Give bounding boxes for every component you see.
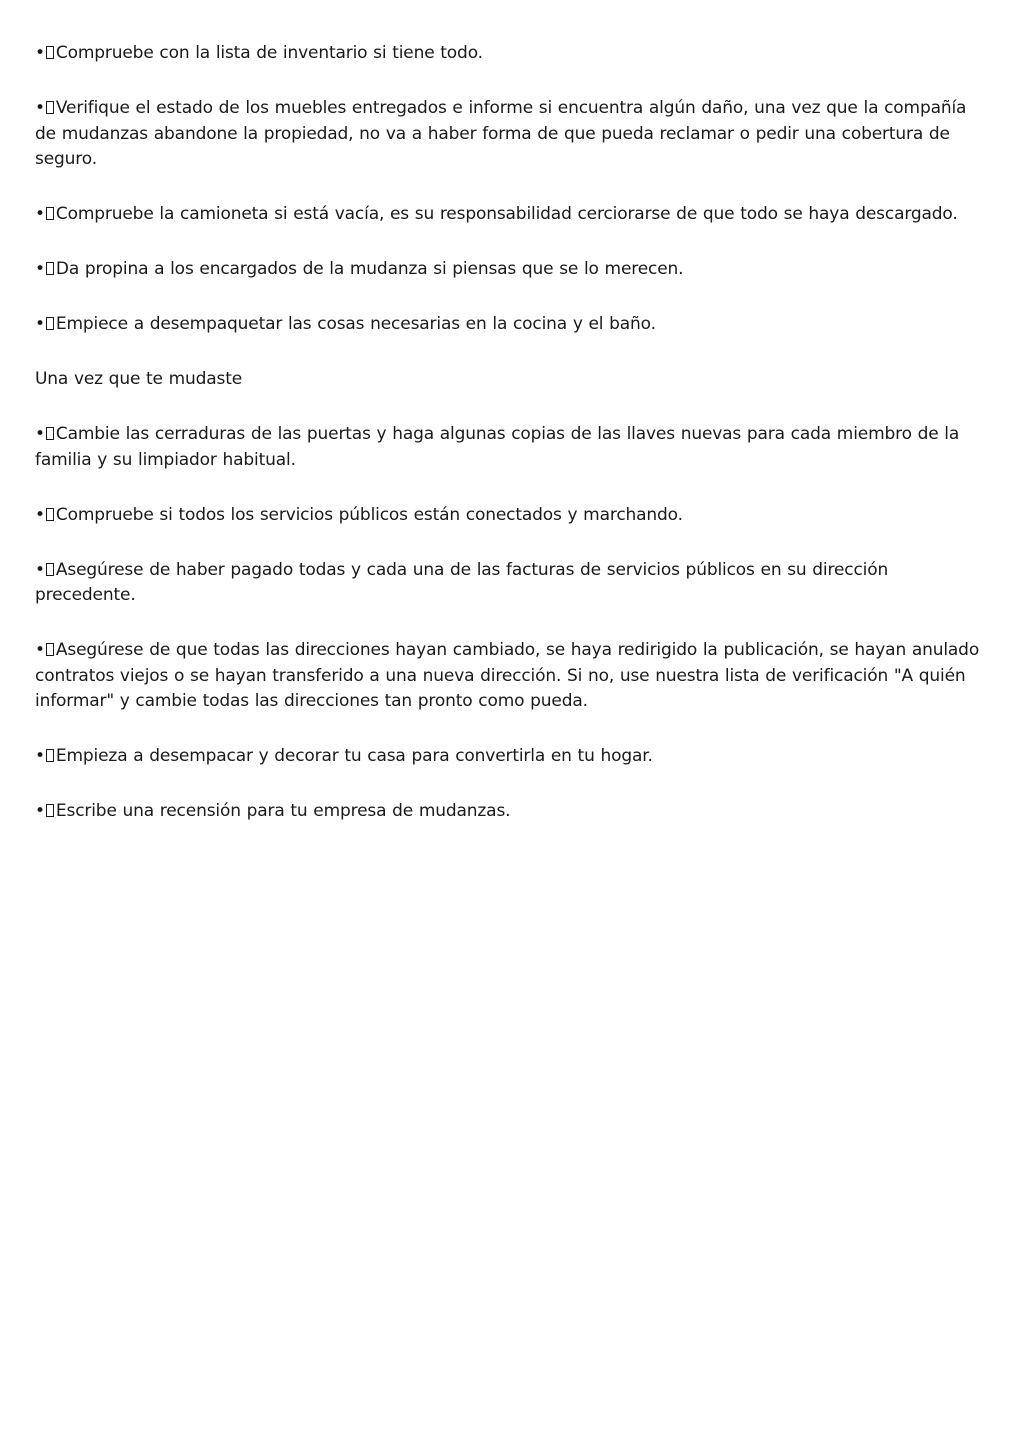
- bullet: •: [35, 504, 45, 525]
- checklist-item: [35, 638, 990, 715]
- bullet: •: [35, 746, 45, 766]
- item-text: a desempaquetar las cosas necesarias en la cocina y el baño.: [133, 314, 656, 334]
- checklist-item: [35, 503, 990, 529]
- item-lead-word: Cambie: [55, 424, 120, 444]
- item-text: la camioneta si está vacía, es su responsabilidad cerciorarse de que todo se haya descargado.: [159, 204, 958, 224]
- missing-glyph-icon: [46, 508, 54, 521]
- bullet: •: [35, 259, 45, 279]
- item-lead-word: Da: [55, 259, 80, 279]
- item-text: propina a los encargados de la mudanza si piensas que se lo merecen.: [84, 259, 684, 279]
- item-text: las cerraduras de las puertas y haga algunas copias de las llaves nuevas para cada miembro de la familia y su limpiador habitual.: [35, 424, 960, 470]
- missing-glyph-icon: [46, 317, 54, 330]
- item-lead-word: Asegúrese: [55, 559, 144, 580]
- missing-glyph-icon: [46, 46, 54, 59]
- bullet: •: [35, 640, 45, 660]
- missing-glyph-icon: [46, 563, 54, 576]
- item-text: a desempacar y decorar tu casa para convertirla en tu hogar.: [133, 746, 653, 766]
- bullet: •: [35, 424, 45, 444]
- missing-glyph-icon: [46, 262, 54, 275]
- item-text: de haber pagado todas y cada una de las facturas de servicios públicos en su dirección precedente.: [35, 559, 889, 605]
- bullet: •: [35, 98, 45, 118]
- checklist-item: [35, 799, 990, 825]
- missing-glyph-icon: [46, 643, 54, 656]
- item-text: de que todas las direcciones hayan cambiado, se haya redirigido la publicación, se hayan anulado contratos viejos o se hayan transferido a una nueva dirección. Si no, use nuestra lista de verificación "A quién informar" y cambie todas las direcciones tan pronto como pueda.: [35, 640, 980, 711]
- checklist-item: [35, 744, 990, 770]
- checklist-item: [35, 202, 990, 228]
- item-lead-word: Empiece: [55, 314, 128, 334]
- document-body: [35, 41, 990, 854]
- item-lead-word: Compruebe: [55, 43, 154, 63]
- bullet: •: [35, 314, 45, 334]
- item-text: el estado de los muebles entregados e informe si encuentra algún daño, una vez que la compañía de mudanzas abandone la propiedad, no va a haber forma de que pueda reclamar o pedir una cobertura de seguro.: [35, 98, 967, 169]
- item-lead-word: Asegúrese: [55, 640, 144, 660]
- item-lead-word: Empieza: [55, 746, 128, 766]
- bullet: •: [35, 801, 45, 821]
- checklist-item: [35, 558, 990, 609]
- item-lead-word: Verifique: [55, 98, 130, 118]
- bullet: •: [35, 204, 45, 224]
- checklist-item: [35, 312, 990, 338]
- item-text: si todos los servicios públicos están conectados y marchando.: [159, 504, 683, 525]
- item-lead-word: Compruebe: [55, 204, 154, 224]
- section-heading: Una vez que te mudaste: [35, 369, 243, 389]
- missing-glyph-icon: [46, 749, 54, 762]
- checklist-item: [35, 41, 990, 67]
- checklist-item: [35, 422, 990, 473]
- item-text: con la lista de inventario si tiene todo.: [159, 43, 483, 63]
- bullet: •: [35, 43, 45, 63]
- missing-glyph-icon: [46, 427, 54, 440]
- item-lead-word: Compruebe: [55, 504, 154, 525]
- missing-glyph-icon: [46, 804, 54, 817]
- missing-glyph-icon: [46, 207, 54, 220]
- bullet: •: [35, 559, 45, 580]
- checklist-item: [35, 96, 990, 173]
- item-lead-word: Escribe: [55, 801, 117, 821]
- missing-glyph-icon: [46, 101, 54, 114]
- item-text: una recensión para tu empresa de mudanzas.: [122, 801, 511, 821]
- checklist-item: [35, 257, 990, 283]
